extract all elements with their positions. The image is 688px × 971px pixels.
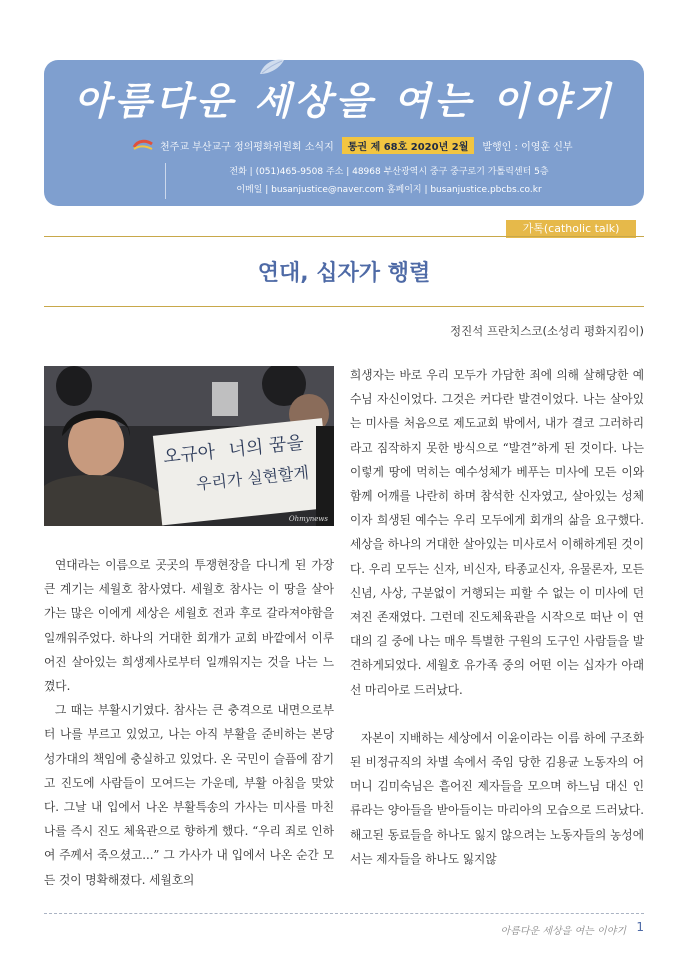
- justice-peace-logo-icon: [132, 138, 154, 152]
- section-tag: 가톡(catholic talk): [506, 220, 636, 238]
- protest-photo-illustration: [44, 366, 334, 526]
- article-photo: [44, 366, 334, 526]
- article-body-right: [350, 363, 644, 871]
- paragraph-gap: [350, 702, 644, 726]
- section-divider: [44, 236, 644, 237]
- newsletter-title: 아름다운 세상을 여는 이야기: [73, 79, 615, 123]
- paragraph: 그 때는 부활시기였다. 참사는 큰 충격으로 내면으로부터 나를 부르고 있었고, 나는 아직 부활을 준비하는 본당 성가대의 책임에 충실하고 있었다. 온 국민이 슬픔에 잠기고 진도에 사람들이 모여드는 가운데, 부활 아침을 맞았다. 그날 내 입에서 나온 부활특송의 가사는 미사를 마친 나를 즉시 진도 체육관으로 향하게 했다. “우리 죄로 인하여 주께서 죽으셨고...” 그 가사가 내 입에서 나온 순간 모든 것이 명확해졌다. 세월호의: [44, 703, 334, 887]
- article-byline: 정진석 프란치스코(소성리 평화지킴이): [449, 324, 644, 338]
- paragraph: 연대라는 이름으로 곳곳의 투쟁현장을 다니게 된 가장 큰 계기는 세월호 참사였다. 세월호 참사는 이 땅을 살아가는 많은 이에게 세상은 세월호 전과 후로 갈라져야함을 일깨워주었다. 하나의 거대한 회개가 교회 바깥에서 이루어진 살아있는 희생제사로부터 일깨워지는 것을 나는 느꼈다.: [44, 558, 334, 694]
- sign-text-3: 우리가 실현할게: [195, 462, 310, 494]
- publisher-name: 천주교 부산교구 정의평화위원회 소식지: [160, 141, 334, 153]
- sign-text-1: 오규아: [162, 441, 217, 468]
- contact-phone-address: 전화 | (051)465-9508 주소 | 48968 부산광역시 중구 중구로기 가톨릭센터 5층: [229, 167, 549, 177]
- article-body-left: [44, 553, 334, 892]
- footer-title: 아름다운 세상을 여는 이야기: [500, 926, 626, 937]
- contact-info: [165, 163, 604, 199]
- contact-email-homepage: 이메일 | busanjustice@naver.com 홈페이지 | busanjustice.pbcbs.co.kr: [236, 185, 542, 195]
- page-number: 1: [636, 920, 644, 934]
- title-divider: [44, 306, 644, 307]
- footer-divider: [44, 913, 644, 914]
- masthead: [44, 60, 644, 206]
- issuer: 발행인 : 이영훈 신부: [482, 141, 573, 153]
- paragraph: 자본이 지배하는 세상에서 이윤이라는 이름 하에 구조화된 비정규직의 차별 속에서 죽임 당한 김용균 노동자의 어머니 김미숙님은 흩어진 제자들을 모으며 하느님 대신 인류라는 양아들을 받아들이는 마리아의 모습으로 드러났다. 해고된 동료들을 하나도 잃지 않으려는 노동자들의 농성에서는 제자들을 하나도 잃지않: [350, 730, 644, 866]
- article-title: 연대, 십자가 행렬: [257, 261, 431, 286]
- photo-credit: Ohmynews: [288, 515, 328, 523]
- sign-text-2: 너의 꿈을: [227, 432, 305, 461]
- issue-badge: 통권 제 68호 2020년 2월: [342, 137, 475, 154]
- publication-info: [132, 135, 573, 155]
- paragraph: 희생자는 바로 우리 모두가 가담한 죄에 의해 살해당한 예수님 자신이었다. 그것은 커다란 발견이었다. 나는 살아있는 미사를 처음으로 제도교회 밖에서, 내가 결코 그러하리라고 짐작하지 못한 방식으로 “발견”하게 된 것이다. 나는 이렇게 땅에 먹히는 예수성체가 베푸는 미사에 모든 이와 함께 어깨를 나란히 하며 참석한 신자였고, 살아있는 성체이자 희생된 예수는 우리 모두에게 회개의 삶을 요구했다. 세상을 하나의 거대한 살아있는 미사로서 이해하게된 것이다. 우리 모두는 신자, 비신자, 타종교신자, 유물론자, 모든 신념, 사상, 구분없이 거행되는 피할 수 없는 이 미사에 던져진 존재였다. 그런데 진도체육관을 시작으로 떠난 이 연대의 길 중에 나는 매우 특별한 구원의 도구인 사람들을 발견하게되었다. 세월호 유가족 중의 어떤 이는 십자가 아래 선 마리아로 드러났다.: [350, 368, 644, 697]
